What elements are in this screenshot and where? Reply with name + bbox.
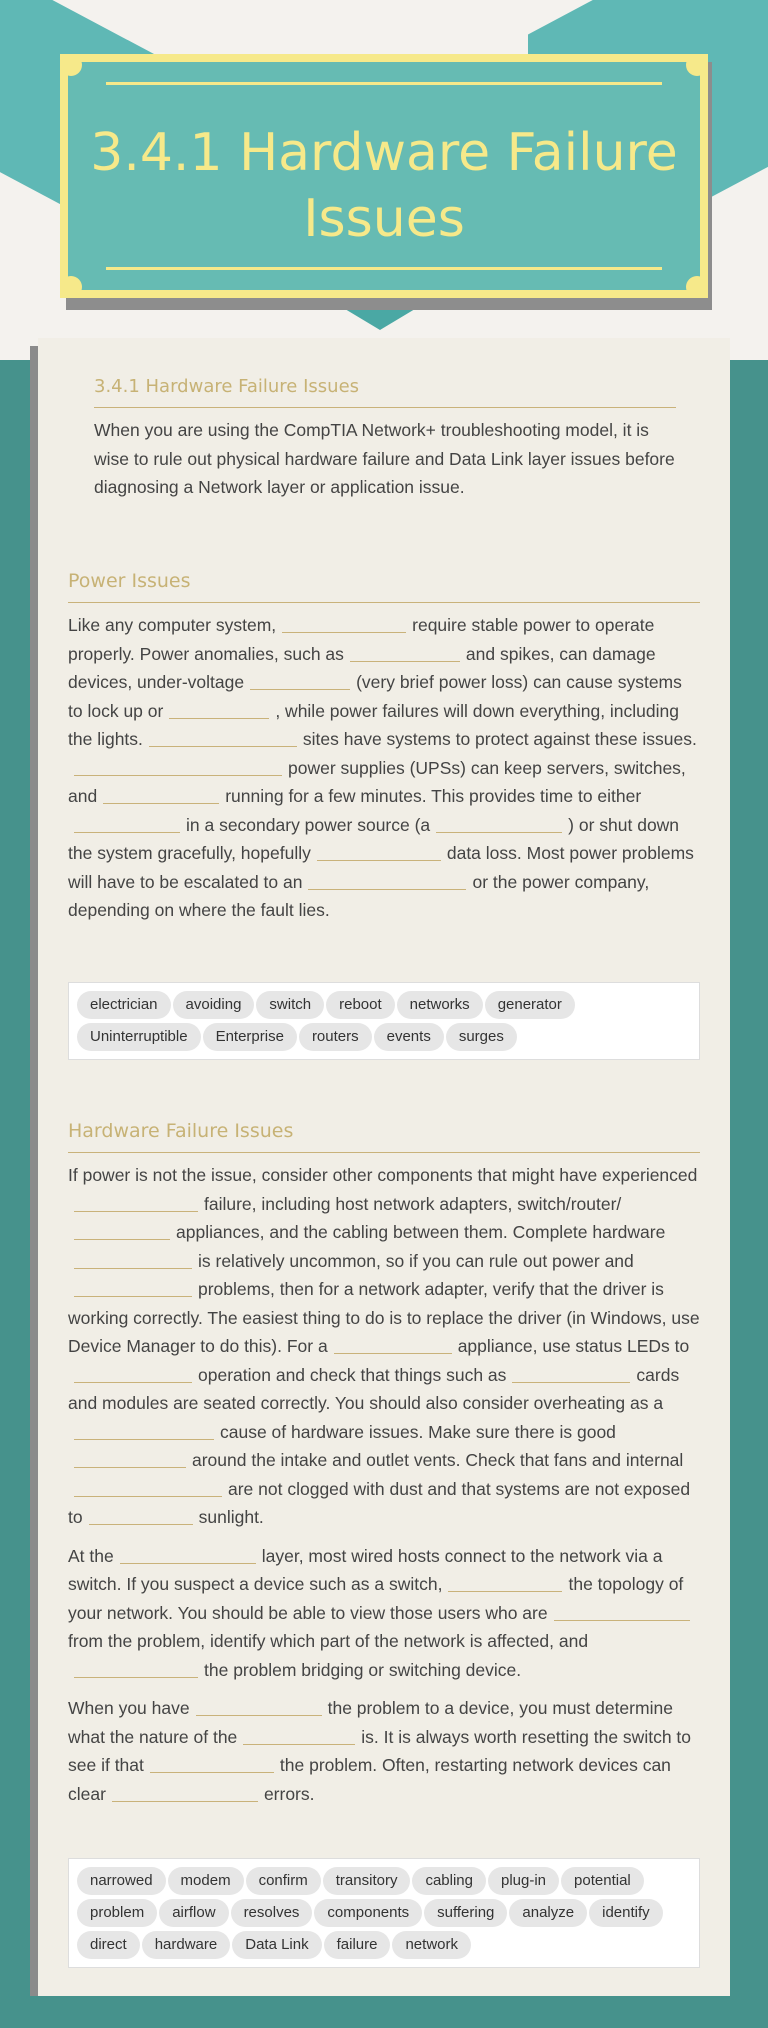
- intro-section: [94, 376, 676, 502]
- blank-input[interactable]: [103, 786, 219, 804]
- text-segment: cause of hardware issues. Make sure there is good: [220, 1421, 616, 1442]
- text-segment: sunlight.: [198, 1507, 264, 1527]
- text-segment: sites have systems to protect against these issues.: [302, 729, 697, 749]
- word-chip[interactable]: avoiding: [173, 991, 255, 1019]
- blank-input[interactable]: [74, 1365, 192, 1383]
- text-segment: At the: [68, 1545, 114, 1566]
- text-segment: appliances, and the cabling between them. Complete hardware: [176, 1222, 666, 1242]
- word-chip[interactable]: transitory: [323, 1867, 411, 1895]
- blank-input[interactable]: [74, 815, 180, 833]
- text-segment: ) or shut down the system gracefully, hopefully: [68, 814, 680, 863]
- text-segment: , while power failures will down everything, including the lights.: [68, 700, 679, 749]
- blank-input[interactable]: [512, 1365, 630, 1383]
- word-chip[interactable]: network: [392, 1931, 471, 1959]
- word-chip[interactable]: routers: [299, 1023, 372, 1051]
- blank-input[interactable]: [350, 644, 460, 662]
- text-segment: power supplies (UPSs) can keep servers, switches, and: [68, 757, 686, 806]
- hardware-word-bank: [68, 1858, 700, 1968]
- text-segment: operation and check that things such as: [198, 1364, 507, 1385]
- blank-input[interactable]: [74, 1422, 214, 1440]
- text-segment: or the power company, depending on where the fault lies.: [68, 871, 650, 920]
- word-chip[interactable]: plug-in: [488, 1867, 559, 1895]
- banner-corner: [686, 54, 708, 76]
- word-chip[interactable]: suffering: [424, 1899, 507, 1927]
- text-segment: and spikes, can damage devices, under-voltage: [68, 643, 656, 692]
- blank-input[interactable]: [250, 672, 350, 690]
- banner-corner: [60, 276, 82, 298]
- blank-input[interactable]: [74, 1222, 170, 1240]
- power-section: [68, 570, 700, 925]
- word-chip[interactable]: potential: [561, 1867, 644, 1895]
- word-chip[interactable]: airflow: [159, 1899, 228, 1927]
- word-chip[interactable]: direct: [77, 1931, 140, 1959]
- text-segment: the problem. Often, restarting network devices can clear: [68, 1755, 671, 1804]
- intro-text: When you are using the CompTIA Network+ troubleshooting model, it is wise to rule out physical hardware failure and Data Link layer issues before diagnosing a Network layer or application issue.: [94, 420, 675, 497]
- text-segment: Like any computer system,: [68, 615, 277, 635]
- word-chip[interactable]: generator: [485, 991, 575, 1019]
- page-title: 3.4.1 Hardware Failure Issues: [90, 123, 678, 249]
- blank-input[interactable]: [308, 872, 466, 890]
- blank-input[interactable]: [112, 1784, 258, 1802]
- word-chip[interactable]: problem: [77, 1899, 157, 1927]
- text-segment: is relatively uncommon, so if you can rule out power and: [198, 1250, 634, 1271]
- blank-input[interactable]: [196, 1698, 322, 1716]
- text-segment: layer, most wired hosts connect to the network via a switch. If you suspect a device such as a switch,: [68, 1545, 663, 1594]
- word-chip[interactable]: components: [314, 1899, 422, 1927]
- text-segment: (very brief power loss) can cause systems to lock up or: [68, 672, 682, 721]
- word-chip[interactable]: surges: [446, 1023, 517, 1051]
- word-chip[interactable]: switch: [256, 991, 324, 1019]
- blank-input[interactable]: [89, 1507, 193, 1525]
- blank-input[interactable]: [282, 615, 406, 633]
- hardware-text-2: [68, 1542, 700, 1685]
- blank-input[interactable]: [74, 1279, 192, 1297]
- word-chip[interactable]: confirm: [246, 1867, 321, 1895]
- blank-input[interactable]: [243, 1727, 355, 1745]
- blank-input[interactable]: [554, 1603, 690, 1621]
- power-text: [68, 611, 700, 925]
- blank-input[interactable]: [448, 1574, 562, 1592]
- word-chip[interactable]: narrowed: [77, 1867, 166, 1895]
- blank-input[interactable]: [74, 1450, 186, 1468]
- word-chip[interactable]: resolves: [231, 1899, 313, 1927]
- blank-input[interactable]: [149, 729, 297, 747]
- text-segment: are not clogged with dust and that systems are not exposed to: [68, 1478, 691, 1527]
- banner-rule-top: [106, 82, 662, 85]
- text-segment: is. It is always worth resetting the switch to see if that: [68, 1726, 692, 1775]
- text-segment: the topology of your network. You should be able to view those users who are: [68, 1574, 684, 1623]
- text-segment: data loss. Most power problems will have to be escalated to an: [68, 843, 694, 892]
- blank-input[interactable]: [74, 1660, 198, 1678]
- blank-input[interactable]: [436, 815, 562, 833]
- word-chip[interactable]: analyze: [509, 1899, 587, 1927]
- text-segment: in a secondary power source (a: [186, 814, 431, 835]
- text-segment: from the problem, identify which part of the network is affected, and: [68, 1631, 589, 1651]
- text-segment: appliance, use status LEDs to: [457, 1336, 690, 1356]
- text-segment: failure, including host network adapters, switch/router/: [204, 1193, 622, 1214]
- banner-corner: [686, 276, 708, 298]
- blank-input[interactable]: [317, 843, 441, 861]
- hardware-heading: Hardware Failure Issues: [68, 1120, 700, 1153]
- text-segment: If power is not the issue, consider other components that might have experienced: [68, 1165, 698, 1185]
- hardware-section: [68, 1120, 700, 1808]
- text-segment: around the intake and outlet vents. Check that fans and internal: [192, 1450, 684, 1470]
- text-segment: the problem bridging or switching device.: [204, 1659, 522, 1680]
- word-chip[interactable]: modem: [168, 1867, 244, 1895]
- text-segment: problems, then for a network adapter, verify that the driver is working correctly. The easiest thing to do is to replace the driver (in Windows, use Device Manager to do this). For a: [68, 1279, 700, 1356]
- word-chip[interactable]: networks: [397, 991, 483, 1019]
- power-heading: Power Issues: [68, 570, 700, 603]
- text-segment: When you have: [68, 1698, 190, 1718]
- blank-input[interactable]: [74, 1251, 192, 1269]
- word-chip[interactable]: reboot: [326, 991, 395, 1019]
- power-word-bank: [68, 982, 700, 1060]
- word-chip[interactable]: electrician: [77, 991, 171, 1019]
- text-segment: running for a few minutes. This provides time to either: [225, 786, 642, 806]
- blank-input[interactable]: [74, 758, 282, 776]
- text-segment: errors.: [263, 1783, 315, 1804]
- word-chip[interactable]: events: [374, 1023, 444, 1051]
- word-chip[interactable]: identify: [589, 1899, 663, 1927]
- word-chip[interactable]: cabling: [412, 1867, 486, 1895]
- blank-input[interactable]: [169, 701, 269, 719]
- blank-input[interactable]: [74, 1479, 222, 1497]
- worksheet-card: [38, 338, 730, 1996]
- word-chip[interactable]: Enterprise: [203, 1023, 297, 1051]
- blank-input[interactable]: [120, 1546, 256, 1564]
- text-segment: cards and modules are seated correctly. You should also consider overheating as a: [68, 1364, 680, 1413]
- intro-heading: 3.4.1 Hardware Failure Issues: [94, 376, 676, 408]
- word-chip[interactable]: failure: [324, 1931, 391, 1959]
- word-chip[interactable]: hardware: [142, 1931, 231, 1959]
- text-segment: the problem to a device, you must determine what the nature of the: [68, 1698, 673, 1747]
- banner-rule-bottom: [106, 267, 662, 270]
- title-banner: [60, 54, 708, 298]
- word-chip[interactable]: Data Link: [232, 1931, 321, 1959]
- hardware-text-1: [68, 1161, 700, 1532]
- banner-corner: [60, 54, 82, 76]
- word-chip[interactable]: Uninterruptible: [77, 1023, 201, 1051]
- blank-input[interactable]: [334, 1336, 452, 1354]
- text-segment: require stable power to operate properly. Power anomalies, such as: [68, 615, 655, 664]
- hardware-text-3: [68, 1694, 700, 1808]
- blank-input[interactable]: [74, 1194, 198, 1212]
- blank-input[interactable]: [150, 1755, 274, 1773]
